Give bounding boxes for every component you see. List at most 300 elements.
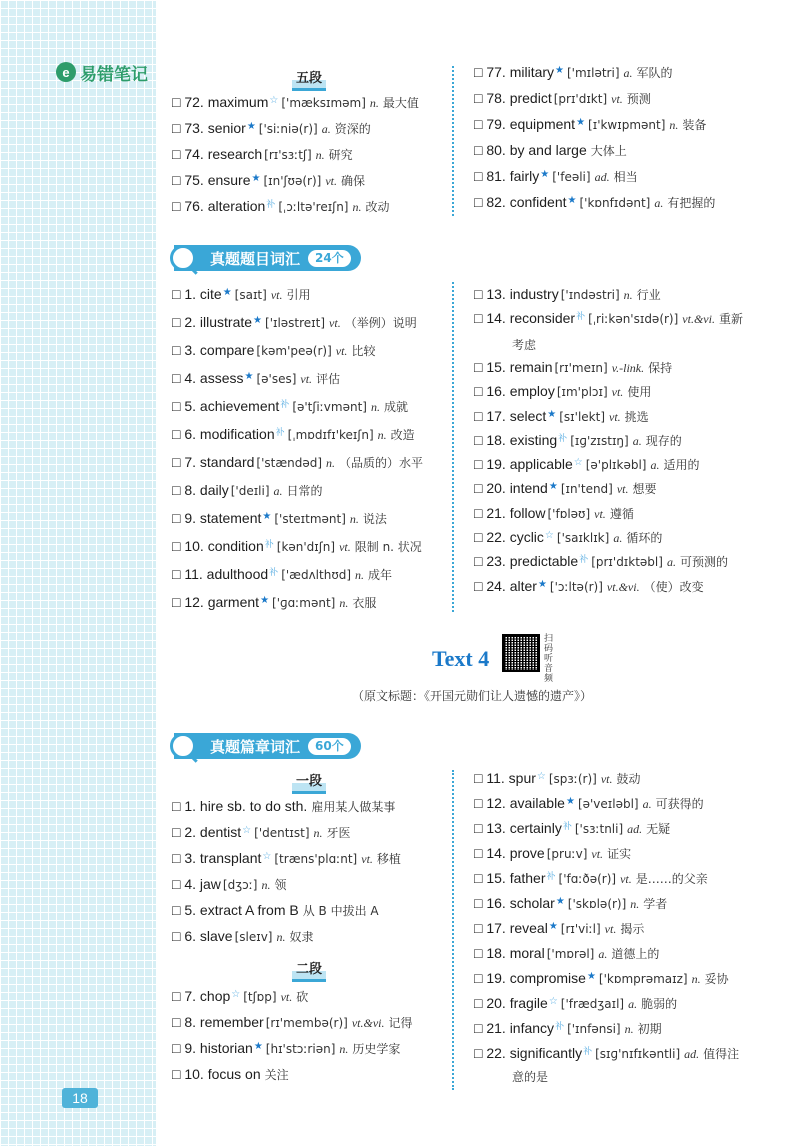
phonetic: ['skɒlə(r)]: [567, 897, 627, 911]
vocab-entry: [474, 578, 704, 595]
chinese-meaning: 记得: [388, 1016, 413, 1030]
chinese-meaning: 妥协: [704, 972, 729, 986]
part-of-speech: ad.: [684, 1047, 700, 1061]
part-of-speech: a.: [650, 458, 660, 473]
key-word-star-icon: ★: [548, 481, 558, 493]
vocab-word: □ 22. significantly: [474, 1045, 583, 1061]
chinese-meaning: 证实: [607, 847, 632, 861]
part-of-speech: vt.: [280, 990, 293, 1004]
chinese-meaning: 行业: [636, 288, 661, 302]
phonetic: ['frædʒaɪl]: [560, 997, 625, 1011]
vocab-word: □ 16. scholar: [474, 895, 555, 911]
secondary-star-icon: ☆: [536, 771, 546, 782]
part-of-speech: a.: [598, 947, 608, 961]
chinese-meaning: 评估: [316, 372, 341, 386]
part-of-speech: vt.: [611, 385, 624, 400]
chinese-meaning: 现存的: [645, 433, 682, 448]
key-word-star-icon: ★: [567, 195, 577, 206]
banner-bar: [174, 245, 361, 271]
vocab-entry: [172, 902, 379, 919]
segment-label-one: 一段: [292, 773, 326, 794]
phonetic: ['stændəd]: [256, 456, 323, 470]
key-word-star-icon: ★: [222, 287, 232, 298]
vocab-entry: [172, 876, 286, 893]
key-word-star-icon: ★: [555, 65, 564, 76]
vocab-entry: [474, 168, 638, 185]
vocab-word: □ 21. infancy: [474, 1020, 555, 1036]
vocab-word: □ 18. existing: [474, 431, 558, 448]
chinese-meaning: 大体上: [590, 144, 627, 158]
vocab-entry: [172, 824, 351, 841]
phonetic: [rɪ'sɜːtʃ]: [264, 148, 312, 162]
banner-bar: [174, 733, 361, 759]
vocab-entry: [474, 970, 729, 987]
supplement-mark-icon: 补: [555, 1021, 565, 1031]
key-word-star-icon: ★: [576, 117, 586, 128]
part-of-speech: vt.: [616, 482, 629, 497]
vocab-word: □ 12. garment: [172, 594, 260, 610]
phonetic: [ə'ses]: [256, 372, 297, 386]
phonetic: [rɪ'meɪn]: [554, 360, 608, 375]
vocab-entry: [172, 988, 308, 1005]
chinese-meaning: 衣服: [352, 596, 377, 610]
chinese-meaning: 关注: [264, 1068, 289, 1082]
phonetic: [ˌɔːltə'reɪʃn]: [278, 200, 349, 214]
chinese-meaning: （使）改变: [643, 579, 704, 594]
word-count-badge: 24个: [308, 250, 351, 267]
key-word-star-icon: ★: [253, 315, 263, 326]
vocab-entry: [474, 310, 743, 327]
qr-code-icon[interactable]: [502, 634, 540, 672]
chinese-meaning: 可获得的: [655, 797, 704, 811]
part-of-speech: ad.: [594, 170, 610, 184]
phonetic: ['ædʌlthʊd]: [281, 568, 352, 582]
supplement-mark-icon: 补: [546, 871, 556, 881]
vocab-word: □ 76. alteration: [172, 198, 266, 214]
vocab-word: □ 81. fairly: [474, 168, 540, 184]
significantly-meaning-continued: 意的是: [512, 1070, 549, 1084]
part-of-speech: vt.: [600, 772, 613, 786]
part-of-speech: n.: [276, 930, 286, 944]
vocab-entry: [474, 770, 641, 787]
chinese-meaning: 相当: [613, 170, 638, 184]
phonetic: [dʒɔː]: [222, 878, 258, 892]
chinese-meaning: 遵循: [609, 506, 634, 521]
part-of-speech: vt.: [300, 372, 313, 386]
vocab-entry: [172, 370, 340, 387]
part-of-speech: vt.: [325, 174, 338, 188]
vocab-word: □ 13. industry: [474, 286, 559, 302]
magnifier-icon: [170, 733, 196, 759]
part-of-speech: vt.: [329, 316, 341, 330]
key-word-star-icon: ★: [540, 169, 550, 180]
phonetic: ['feəli]: [552, 170, 591, 184]
chinese-meaning: 砍: [296, 990, 309, 1004]
magnifier-icon: [170, 245, 196, 271]
part-of-speech: n.: [623, 288, 633, 302]
key-word-star-icon: ★: [537, 578, 547, 590]
chinese-meaning: 可预测的: [679, 555, 728, 570]
vocab-word: □ 6. slave: [172, 928, 233, 944]
brand: [56, 60, 148, 84]
segment-label-two: 二段: [292, 961, 326, 982]
column-divider: [452, 282, 454, 612]
phonetic: [ɪn'ʃʊə(r)]: [263, 174, 322, 188]
vocab-word: □ 11. adulthood: [172, 566, 269, 582]
vocab-word: □ 13. certainly: [474, 820, 562, 836]
phonetic: ['saɪklɪk]: [556, 531, 610, 545]
banner-title: 真题篇章词汇: [210, 737, 301, 756]
vocab-entry: [474, 116, 706, 133]
banner-title: 真题题目词汇: [210, 249, 301, 268]
vocab-word: □ 72. maximum: [172, 94, 269, 110]
vocab-word: □ 15. remain: [474, 358, 553, 375]
chinese-meaning: 限制 n. 状况: [354, 540, 422, 554]
vocab-entry: [474, 194, 715, 211]
vocab-entry: [172, 314, 417, 331]
part-of-speech: n.: [349, 512, 359, 526]
chinese-meaning: 值得注: [703, 1047, 740, 1061]
passage-words-right-list: [474, 770, 794, 1090]
phonetic: [ə'veɪləbl]: [577, 797, 639, 811]
chinese-meaning: 想要: [632, 482, 657, 497]
page-number: 18: [62, 1088, 98, 1108]
vocab-word: □ 4. jaw: [172, 876, 221, 892]
supplement-mark-icon: 补: [558, 432, 568, 443]
vocab-word: □ 17. select: [474, 407, 547, 424]
part-of-speech: vt.&vi.: [682, 312, 715, 327]
part-of-speech: vt.: [594, 506, 606, 521]
supplement-mark-icon: 补: [579, 554, 589, 565]
vocab-entry: [474, 142, 627, 159]
column-divider: [452, 770, 454, 1090]
phonetic: ['deɪli]: [230, 484, 270, 498]
vocab-entry: [172, 594, 376, 611]
vocab-entry: [474, 795, 704, 812]
vocab-word: □ 73. senior: [172, 120, 246, 136]
vocab-word: □ 9. historian: [172, 1040, 253, 1056]
vocab-entry: [172, 1014, 413, 1031]
phonetic: [sleɪv]: [234, 930, 273, 944]
chinese-meaning: 引用: [286, 288, 311, 302]
key-word-star-icon: ★: [262, 511, 272, 522]
chinese-meaning: 保持: [648, 360, 673, 375]
word-count-badge: 60个: [308, 738, 351, 755]
part-of-speech: n.: [370, 400, 380, 414]
part-of-speech: vt.: [611, 92, 623, 106]
vocab-entry: [172, 1040, 400, 1057]
supplement-mark-icon: 补: [280, 399, 290, 409]
vocab-word: □ 8. daily: [172, 482, 229, 498]
supplement-mark-icon: 补: [583, 1046, 593, 1056]
part-of-speech: vt.: [620, 872, 632, 886]
chinese-meaning: 成年: [368, 568, 393, 582]
phonetic: ['steɪtmənt]: [274, 512, 346, 526]
vocab-word: □ 7. standard: [172, 454, 255, 470]
phonetic: [sɪ'lekt]: [559, 409, 605, 424]
vocab-word: □ 80. by and large: [474, 142, 587, 158]
vocab-entry: [474, 286, 661, 303]
vocab-word: □ 3. compare: [172, 342, 255, 358]
secondary-star-icon: ☆: [262, 851, 272, 862]
phonetic: [ə'plɪkəbl]: [585, 458, 647, 473]
vocab-entry: [172, 342, 375, 359]
phonetic: [prɪ'dɪktəbl]: [591, 555, 663, 570]
vocab-entry: [172, 850, 401, 867]
chinese-meaning: 适用的: [663, 458, 700, 473]
part-of-speech: n.: [691, 972, 701, 986]
chinese-meaning: 装备: [682, 118, 707, 132]
phonetic: [ˌmɒdɪfɪ'keɪʃn]: [287, 428, 374, 442]
chinese-meaning: 研究: [328, 148, 353, 162]
phonetic: ['dentɪst]: [254, 826, 310, 840]
vocab-entry: [474, 820, 670, 837]
vocab-entry: [474, 995, 677, 1012]
phonetic: ['fɒləʊ]: [547, 506, 591, 521]
vocab-word: □ 19. applicable: [474, 456, 573, 473]
chinese-meaning: 确保: [341, 174, 366, 188]
chinese-meaning: （品质的）水平: [339, 456, 424, 470]
secondary-star-icon: ☆: [231, 989, 241, 1000]
vocab-word: □ 11. spur: [474, 770, 536, 786]
key-word-star-icon: ★: [246, 121, 256, 132]
vocab-word: □ 75. ensure: [172, 172, 251, 188]
vocab-word: □ 82. confident: [474, 194, 567, 210]
part-of-speech: vt.&vi.: [606, 579, 640, 594]
chinese-meaning: 牙医: [326, 826, 351, 840]
part-of-speech: a.: [273, 484, 283, 498]
part-of-speech: n.: [313, 826, 323, 840]
phonetic: ['sɜːtnli]: [574, 822, 624, 836]
phonetic: ['mɪlətri]: [567, 66, 620, 80]
chinese-meaning: 脆弱的: [641, 997, 678, 1011]
vocab-entry: [474, 945, 659, 962]
supplement-mark-icon: 补: [264, 539, 274, 549]
phonetic: ['mɒrəl]: [546, 947, 595, 961]
chinese-meaning: 日常的: [286, 484, 323, 498]
part-of-speech: ad.: [627, 822, 643, 836]
vocab-word: □ 17. reveal: [474, 920, 548, 936]
part-of-speech: a.: [632, 433, 642, 448]
vocab-entry: [172, 426, 415, 443]
chinese-meaning: （举例）说明: [344, 316, 417, 330]
part-of-speech: v.-link.: [611, 360, 645, 375]
chinese-meaning: 资深的: [334, 122, 371, 136]
vocab-entry: [474, 529, 662, 546]
chinese-meaning: 鼓动: [616, 772, 641, 786]
part-of-speech: a.: [628, 997, 638, 1011]
key-word-star-icon: ★: [548, 921, 558, 932]
part-of-speech: vt.: [591, 847, 604, 861]
vocab-word: □ 10. focus on: [172, 1066, 261, 1082]
part-of-speech: vt.: [609, 409, 621, 424]
vocab-word: □ 2. dentist: [172, 824, 242, 840]
phonetic: [kəm'peə(r)]: [256, 344, 332, 358]
part-of-speech: a.: [321, 122, 331, 136]
vocab-entry: [474, 480, 657, 497]
phonetic: [ɪm'plɔɪ]: [556, 385, 608, 400]
vocab-entry: [474, 456, 699, 473]
phonetic: ['mæksɪməm]: [281, 96, 366, 110]
vocab-word: □ 7. chop: [172, 988, 231, 1004]
phonetic: ['ɪnfənsi]: [567, 1022, 621, 1036]
vocab-entry: [172, 566, 392, 583]
phonetic: ['kɒnfɪdənt]: [579, 196, 651, 210]
vocab-word: □ 2. illustrate: [172, 314, 253, 330]
part-of-speech: n.: [355, 568, 365, 582]
original-title-note: （原文标题：《开国元勋们让人遗憾的遗产》）: [351, 689, 592, 703]
reconsider-meaning-continued: 考虑: [512, 338, 537, 352]
part-of-speech: a.: [642, 797, 652, 811]
vocab-entry: [474, 432, 682, 449]
phonetic: [saɪt]: [234, 288, 267, 302]
part-of-speech: vt.: [270, 288, 283, 302]
vocab-word: □ 14. reconsider: [474, 310, 576, 327]
supplement-mark-icon: 补: [576, 311, 586, 322]
chinese-meaning: 奴隶: [289, 930, 314, 944]
chinese-meaning: 雇用某人做某事: [311, 800, 396, 814]
vocab-word: □ 15. father: [474, 870, 546, 886]
phonetic: [sɪɡ'nɪfɪkəntli]: [595, 1047, 681, 1061]
vocab-word: □ 3. transplant: [172, 850, 262, 866]
phonetic: [tʃɒp]: [243, 990, 277, 1004]
qr-code-note: 扫码听音频: [544, 634, 554, 684]
part-of-speech: vt.: [604, 922, 617, 936]
chinese-meaning: 成就: [383, 400, 408, 414]
phonetic: [ə'tʃiːvmənt]: [292, 400, 367, 414]
part-of-speech: n.: [377, 428, 387, 442]
brand-title: 易错笔记: [80, 64, 148, 85]
vocab-entry: [172, 120, 371, 137]
brand-logo-icon: e: [56, 62, 76, 82]
chinese-meaning: 改造: [390, 428, 415, 442]
passage-words-left-list-seg2: [172, 988, 452, 1098]
vocab-entry: [474, 505, 634, 522]
chinese-meaning: 学者: [643, 897, 668, 911]
vocab-word: □ 20. intend: [474, 480, 548, 497]
vocab-word: □ 77. military: [474, 64, 555, 80]
key-word-star-icon: ★: [253, 1041, 263, 1052]
vocab-entry: [474, 383, 651, 400]
part-of-speech: n.: [326, 456, 336, 470]
phonetic: [ɪn'tend]: [560, 482, 613, 497]
vocab-word: □ 8. remember: [172, 1014, 264, 1030]
phonetic: ['ɡɑːmənt]: [272, 596, 336, 610]
supplement-mark-icon: 补: [275, 427, 285, 437]
vocab-word: □ 22. cyclic: [474, 529, 544, 545]
chinese-meaning: 无疑: [646, 822, 671, 836]
phonetic: [prɪ'dɪkt]: [553, 92, 608, 106]
key-word-star-icon: ★: [586, 971, 596, 982]
chinese-meaning: 使用: [627, 385, 652, 400]
vocab-entry: [474, 1045, 739, 1062]
phonetic: ['ɔːltə(r)]: [549, 579, 603, 594]
vocab-entry: [172, 928, 314, 945]
chinese-meaning: 改动: [365, 200, 390, 214]
vocab-word: □ 5. achievement: [172, 398, 280, 414]
phonetic: [ɪɡ'zɪstɪŋ]: [570, 433, 629, 448]
part-of-speech: n.: [315, 148, 325, 162]
vocab-entry: [474, 408, 649, 425]
part-of-speech: a.: [613, 531, 623, 545]
key-word-star-icon: ★: [244, 371, 254, 382]
chinese-meaning: 循环的: [626, 531, 663, 545]
top-left-word-list: [172, 94, 452, 224]
phonetic: [træns'plɑːnt]: [274, 852, 358, 866]
phonetic: [spɜː(r)]: [548, 772, 597, 786]
part-of-speech: n.: [669, 118, 679, 132]
vocab-word: □ 4. assess: [172, 370, 244, 386]
vocab-word: □ 6. modification: [172, 426, 275, 442]
vocab-entry: [172, 172, 365, 189]
chinese-meaning: 揭示: [620, 922, 645, 936]
vocab-entry: [172, 510, 387, 527]
phonetic: ['siːniə(r)]: [258, 122, 318, 136]
vocab-entry: [474, 870, 708, 887]
vocab-entry: [172, 538, 422, 555]
vocab-entry: [172, 454, 423, 471]
phonetic: [ɪ'kwɪpmənt]: [588, 118, 666, 132]
phonetic: [hɪ'stɔːriən]: [265, 1042, 336, 1056]
section-banner-question-words: [170, 243, 361, 273]
vocab-word: □ 19. compromise: [474, 970, 586, 986]
vocab-entry: [172, 198, 390, 215]
phonetic: [ˌriːkən'sɪdə(r)]: [588, 312, 679, 327]
secondary-star-icon: ☆: [573, 457, 583, 469]
supplement-mark-icon: 补: [562, 821, 572, 831]
secondary-star-icon: ☆: [544, 530, 554, 541]
vocab-word: □ 10. condition: [172, 538, 264, 554]
vocab-entry: [172, 94, 419, 111]
part-of-speech: vt.: [339, 540, 351, 554]
chinese-meaning: 领: [274, 878, 287, 892]
part-of-speech: n.: [339, 1042, 349, 1056]
part-of-speech: n.: [624, 1022, 634, 1036]
supplement-mark-icon: 补: [269, 567, 279, 577]
supplement-mark-icon: 补: [266, 199, 276, 209]
part-of-speech: n.: [630, 897, 640, 911]
left-margin-strip: [0, 0, 156, 1146]
vocab-entry: [474, 90, 651, 107]
vocab-word: □ 12. available: [474, 795, 565, 811]
chinese-meaning: 军队的: [636, 66, 673, 80]
secondary-star-icon: ☆: [548, 996, 558, 1007]
vocab-entry: [474, 1020, 662, 1037]
part-of-speech: vt.: [335, 344, 348, 358]
key-word-star-icon: ★: [547, 408, 557, 420]
vocab-entry: [172, 798, 395, 815]
vocab-word: □ 1. hire sb. to do sth.: [172, 798, 308, 814]
chinese-meaning: 最大值: [382, 96, 419, 110]
part-of-speech: vt.&vi.: [351, 1016, 385, 1030]
chinese-meaning: 移植: [376, 852, 401, 866]
vocab-entry: [474, 359, 672, 376]
secondary-star-icon: ☆: [269, 95, 279, 106]
chinese-meaning: 比较: [351, 344, 376, 358]
secondary-star-icon: ☆: [242, 825, 252, 836]
chinese-meaning: 是……的父亲: [635, 872, 708, 886]
vocab-word: □ 21. follow: [474, 504, 546, 521]
chinese-meaning: 挑选: [624, 409, 649, 424]
chinese-meaning: 历史学家: [352, 1042, 401, 1056]
key-word-star-icon: ★: [251, 173, 261, 184]
vocab-entry: [474, 845, 631, 862]
phonetic: ['kɒmprəmaɪz]: [598, 972, 688, 986]
vocab-word: □ 9. statement: [172, 510, 262, 526]
vocab-word: □ 23. predictable: [474, 553, 579, 570]
top-right-word-list: [474, 64, 794, 214]
key-word-star-icon: ★: [565, 796, 575, 807]
